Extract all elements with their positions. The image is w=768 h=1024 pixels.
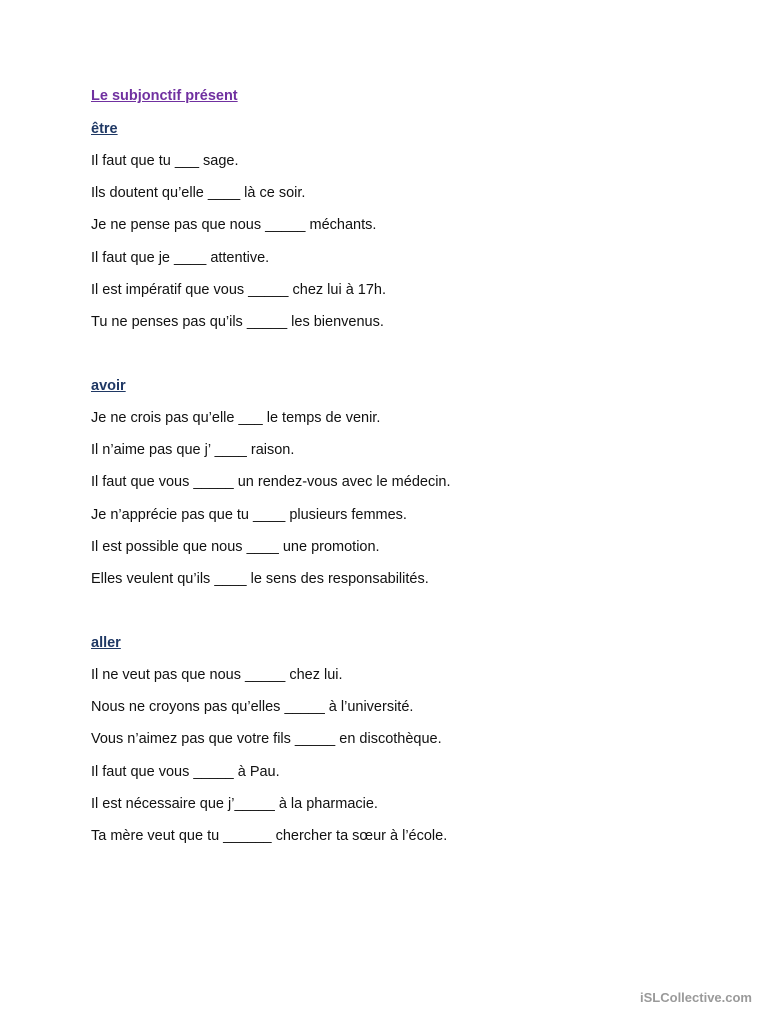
exercise-sentence: Il est nécessaire que j’_____ à la pharmacie. (91, 795, 378, 812)
section-avoir (91, 377, 451, 602)
exercise-sentence: Il faut que je ____ attentive. (91, 249, 270, 266)
section-heading-avoir: avoir (91, 378, 126, 394)
exercise-sentence: Elles veulent qu’ils ____ le sens des responsabilités. (91, 570, 429, 587)
exercise-sentence: Il n’aime pas que j’ ____ raison. (91, 442, 295, 459)
exercise-sentence: Je ne pense pas que nous _____ méchants. (91, 217, 377, 234)
exercise-sentence: Il faut que vous _____ à Pau. (91, 763, 280, 780)
exercise-sentence: Je ne crois pas qu’elle ___ le temps de venir. (91, 410, 381, 426)
exercise-sentence: Je n’apprécie pas que tu ____ plusieurs femmes. (91, 506, 407, 523)
exercise-sentence: Il est possible que nous ____ une promotion. (91, 538, 380, 555)
exercise-sentence: Ils doutent qu’elle ____ là ce soir. (91, 185, 306, 202)
section-heading-etre: être (91, 121, 118, 137)
exercise-sentence: Ta mère veut que tu ______ chercher ta sœur à l’école. (91, 827, 448, 844)
exercise-sentence: Vous n’aimez pas que votre fils _____ en discothèque. (91, 731, 442, 748)
section-heading-aller: aller (91, 635, 121, 651)
section-aller (91, 634, 447, 859)
exercise-sentence: Il faut que vous _____ un rendez-vous avec le médecin. (91, 474, 451, 491)
exercise-sentence: Il ne veut pas que nous _____ chez lui. (91, 667, 343, 683)
worksheet-title: Le subjonctif présent (91, 88, 238, 104)
exercise-sentence: Il est impératif que vous _____ chez lui à 17h. (91, 281, 387, 298)
section-etre (91, 120, 386, 345)
watermark: iSLCollective.com (640, 990, 752, 1005)
exercise-sentence: Il faut que tu ___ sage. (91, 153, 239, 169)
exercise-sentence: Nous ne croyons pas qu’elles _____ à l’université. (91, 699, 414, 716)
exercise-sentence: Tu ne penses pas qu’ils _____ les bienvenus. (91, 313, 384, 330)
